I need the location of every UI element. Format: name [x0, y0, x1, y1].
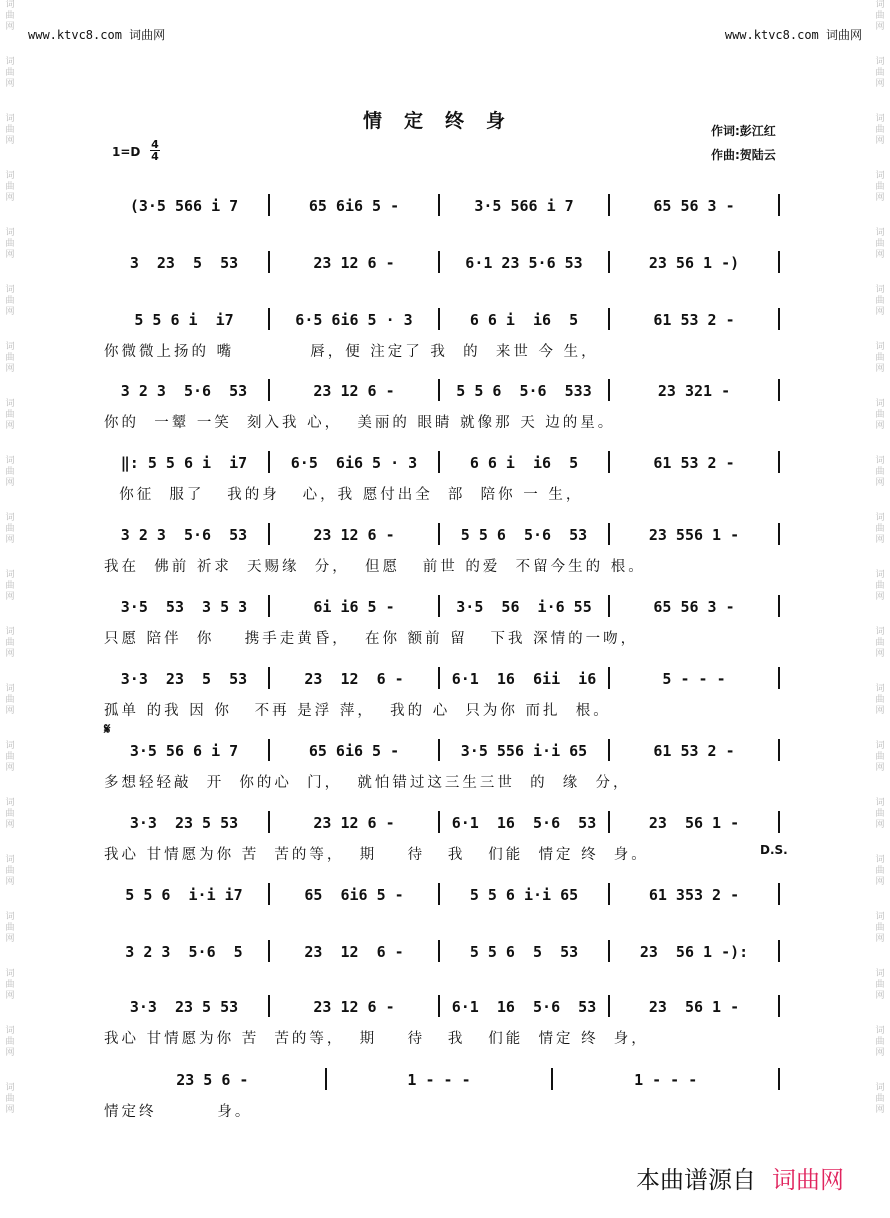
measure: 3·5 556 i·i 65: [460, 742, 588, 760]
measure: 3·5 566 i 7: [474, 197, 574, 215]
measure: 23 56 1 -: [648, 998, 740, 1016]
watermark-text: 词曲网: [875, 0, 885, 32]
measure: 6 6 i i6 5: [469, 454, 579, 472]
bar-line: [778, 451, 780, 473]
bar-line: [778, 883, 780, 905]
measure: 23 56 1 -: [648, 814, 740, 832]
measure: 5 5 6 i·i i7: [125, 886, 243, 904]
measure: 61 53 2 -: [653, 742, 735, 760]
watermark-text: 词曲网: [875, 1026, 885, 1058]
bar-line: [608, 595, 610, 617]
bar-line: [608, 883, 610, 905]
bar-line: [438, 451, 440, 473]
left-watermark-column: [2, 0, 18, 1218]
bar-line: [608, 667, 610, 689]
bar-line: [608, 451, 610, 473]
measure: 23 12 6 -: [304, 670, 404, 688]
bar-line: [325, 1068, 327, 1090]
watermark-text: 词曲网: [875, 1083, 885, 1115]
watermark-text: 词曲网: [875, 57, 885, 89]
watermark-text: 词曲网: [875, 228, 885, 260]
song-title: 情定终身: [362, 110, 527, 132]
measure: 5 - - -: [662, 670, 726, 688]
bar-line: [268, 194, 270, 216]
measure: 65 6i6 5 -: [304, 886, 404, 904]
watermark-text: 词曲网: [875, 456, 885, 488]
measure: 6·1 16 6ii i6: [451, 670, 597, 688]
bar-line: [608, 995, 610, 1017]
bar-line: [778, 379, 780, 401]
bar-line: [778, 995, 780, 1017]
bar-line: [438, 995, 440, 1017]
measure: 6·5 6i6 5 · 3: [295, 311, 413, 329]
score-line: [104, 733, 784, 761]
bar-line: [268, 379, 270, 401]
watermark-text: 词曲网: [875, 684, 885, 716]
time-signature: [150, 139, 160, 162]
site-url-right[interactable]: www.ktvc8.com 词曲网: [724, 28, 862, 42]
measure: 3 23 5 53: [129, 254, 239, 272]
measure: 3 2 3 5·6 53: [120, 382, 248, 400]
score-line: [104, 989, 784, 1017]
bar-line: [438, 739, 440, 761]
lyric-line: 我心 甘情愿为你 苦 苦的等， 期 待 我 们能 情定 终 身，: [104, 1031, 649, 1047]
bar-line: [778, 523, 780, 545]
measure: 3·5 53 3 5 3: [120, 598, 248, 616]
measure: 5 5 6 5 53: [469, 943, 579, 961]
bar-line: [608, 523, 610, 545]
bar-line: [268, 523, 270, 545]
bar-line: [778, 595, 780, 617]
measure: 23 56 1 -): [648, 254, 740, 272]
watermark-text: 词曲网: [5, 456, 15, 488]
watermark-text: 词曲网: [5, 285, 15, 317]
measure: 3 2 3 5·6 53: [120, 526, 248, 544]
measure: 3·3 23 5 53: [129, 814, 239, 832]
lyric-line: 只愿 陪伴 你 携手走黄昏， 在你 额前 留 下我 深情的一吻，: [104, 631, 639, 647]
bar-line: [268, 308, 270, 330]
bar-line: [268, 883, 270, 905]
measure: 65 56 3 -: [653, 197, 735, 215]
bar-line: [778, 811, 780, 833]
measure: 23 5 6 -: [176, 1071, 249, 1089]
bar-line: [778, 739, 780, 761]
lyric-line: 你征 服了 我的身 心，我 愿付出全 部 陪你 一 生，: [104, 487, 584, 503]
bar-line: [608, 194, 610, 216]
bar-line: [268, 667, 270, 689]
score-line: [104, 245, 784, 273]
bar-line: [438, 308, 440, 330]
measure: 23 12 6 -: [313, 526, 395, 544]
measure: 23 12 6 -: [313, 814, 395, 832]
measure: 65 56 3 -: [653, 598, 735, 616]
watermark-text: 词曲网: [875, 912, 885, 944]
measure: 6·1 16 5·6 53: [451, 998, 597, 1016]
bar-line: [268, 595, 270, 617]
footer-logo[interactable]: 词曲网: [772, 1166, 844, 1194]
bar-line: [778, 667, 780, 689]
watermark-text: 词曲网: [5, 513, 15, 545]
bar-line: [438, 667, 440, 689]
measure: 3·5 56 i·6 55: [456, 598, 592, 616]
lyric-line: 多想轻轻敲 开 你的心 门， 就怕错过这三生三世 的 缘 分，: [104, 775, 631, 791]
score-line: [104, 934, 784, 962]
measure: 1 - - -: [407, 1071, 471, 1089]
bar-line: [608, 940, 610, 962]
measure: 23 12 6 -: [313, 254, 395, 272]
measure: 3 2 3 5·6 5: [125, 943, 243, 961]
watermark-text: 词曲网: [5, 684, 15, 716]
bar-line: [438, 595, 440, 617]
score-line: [104, 188, 784, 216]
watermark-text: 词曲网: [5, 57, 15, 89]
segno-mark: 𝄋: [104, 720, 111, 738]
bar-line: [778, 940, 780, 962]
measure: 3·5 56 6 i 7: [129, 742, 239, 760]
score-line: [104, 445, 784, 473]
watermark-text: 词曲网: [5, 969, 15, 1001]
measure: 61 53 2 -: [653, 454, 735, 472]
bar-line: [608, 811, 610, 833]
measure: 1 - - -: [634, 1071, 698, 1089]
watermark-text: 词曲网: [875, 741, 885, 773]
measure: 5 5 6 5·6 53: [460, 526, 588, 544]
ds-mark: D.S.: [760, 843, 788, 857]
watermark-text: 词曲网: [5, 114, 15, 146]
bar-line: [438, 883, 440, 905]
measure: 23 56 1 -):: [639, 943, 749, 961]
bar-line: [438, 251, 440, 273]
measure: 6i i6 5 -: [313, 598, 395, 616]
bar-line: [438, 379, 440, 401]
lyric-line: 我在 佛前 祈求 天赐缘 分， 但愿 前世 的爱 不留今生的 根。: [104, 559, 646, 575]
measure: 65 6i6 5 -: [308, 742, 400, 760]
bar-line: [608, 251, 610, 273]
watermark-text: 词曲网: [5, 855, 15, 887]
watermark-text: 词曲网: [875, 969, 885, 1001]
score-line: [104, 877, 784, 905]
measure: 23 321 -: [657, 382, 731, 400]
bar-line: [778, 308, 780, 330]
measure: 6·1 23 5·6 53: [465, 254, 583, 272]
score-line: [104, 589, 784, 617]
bar-line: [778, 251, 780, 273]
bar-line: [438, 811, 440, 833]
watermark-text: 词曲网: [875, 342, 885, 374]
watermark-text: 词曲网: [875, 570, 885, 602]
site-url-left[interactable]: www.ktvc8.com 词曲网: [28, 28, 166, 42]
watermark-text: 词曲网: [5, 1083, 15, 1115]
watermark-text: 词曲网: [875, 285, 885, 317]
measure: 3·3 23 5 53: [129, 998, 239, 1016]
score-line: [104, 661, 784, 689]
bar-line: [268, 451, 270, 473]
bar-line: [778, 194, 780, 216]
watermark-text: 词曲网: [5, 342, 15, 374]
bar-line: [268, 811, 270, 833]
score-line: [104, 517, 784, 545]
measure: 23 556 1 -: [648, 526, 740, 544]
measure: 61 53 2 -: [653, 311, 735, 329]
lyric-line: 我心 甘情愿为你 苦 苦的等， 期 待 我 们能 情定 终 身。: [104, 847, 649, 863]
right-watermark-column: [872, 0, 888, 1218]
bar-line: [268, 940, 270, 962]
watermark-text: 词曲网: [875, 627, 885, 659]
watermark-text: 词曲网: [5, 798, 15, 830]
measure: 5 5 6 i·i 65: [469, 886, 579, 904]
measure: 23 12 6 -: [304, 943, 404, 961]
meter-top: 4: [151, 138, 159, 151]
watermark-text: 词曲网: [5, 912, 15, 944]
meter-bottom: 4: [151, 150, 159, 163]
watermark-text: 词曲网: [5, 741, 15, 773]
lyric-line: 你微微上扬的 嘴 唇，便 注定了 我 的 来世 今 生，: [104, 344, 599, 360]
watermark-text: 词曲网: [875, 513, 885, 545]
measure: 6·5 6i6 5 · 3: [290, 454, 418, 472]
bar-line: [438, 523, 440, 545]
composer-credit: 作曲:贺陆云: [711, 148, 776, 162]
bar-line: [778, 1068, 780, 1090]
lyric-line: 孤单 的我 因 你 不再 是浮 萍， 我的 心 只为你 而扎 根。: [104, 703, 611, 719]
bar-line: [608, 379, 610, 401]
score-line: [104, 302, 784, 330]
measure: 61 353 2 -: [648, 886, 740, 904]
measure: 65 6i6 5 -: [308, 197, 400, 215]
watermark-text: 词曲网: [875, 171, 885, 203]
watermark-text: 词曲网: [875, 798, 885, 830]
score-line: [104, 373, 784, 401]
measure: 3·3 23 5 53: [120, 670, 248, 688]
bar-line: [268, 251, 270, 273]
watermark-text: 词曲网: [5, 627, 15, 659]
measure: 5 5 6 5·6 533: [456, 382, 592, 400]
watermark-text: 词曲网: [5, 1026, 15, 1058]
bar-line: [268, 739, 270, 761]
watermark-text: 词曲网: [5, 171, 15, 203]
bar-line: [551, 1068, 553, 1090]
measure: 23 12 6 -: [313, 382, 395, 400]
score-line: [104, 1062, 784, 1090]
measure: ‖: 5 5 6 i i7: [120, 454, 248, 472]
watermark-text: 词曲网: [875, 114, 885, 146]
watermark-text: 词曲网: [5, 0, 15, 32]
measure: 23 12 6 -: [313, 998, 395, 1016]
watermark-text: 词曲网: [5, 228, 15, 260]
bar-line: [438, 940, 440, 962]
bar-line: [268, 995, 270, 1017]
watermark-text: 词曲网: [875, 399, 885, 431]
key-signature: 1=D: [112, 145, 141, 159]
lyric-line: 情定终 身。: [104, 1104, 253, 1120]
watermark-text: 词曲网: [5, 570, 15, 602]
measure: (3·5 566 i 7: [129, 197, 239, 215]
score-line: [104, 805, 784, 833]
watermark-text: 词曲网: [5, 399, 15, 431]
bar-line: [438, 194, 440, 216]
watermark-text: 词曲网: [875, 855, 885, 887]
lyricist-credit: 作词:彭江红: [711, 124, 776, 138]
bar-line: [608, 739, 610, 761]
lyric-line: 你的 一颦 一笑 刻入我 心， 美丽的 眼睛 就像那 天 边的星。: [104, 415, 616, 431]
footer-source-text: 本曲谱源自: [636, 1166, 756, 1194]
measure: 6·1 16 5·6 53: [451, 814, 597, 832]
measure: 5 5 6 i i7: [134, 311, 234, 329]
measure: 6 6 i i6 5: [469, 311, 579, 329]
bar-line: [608, 308, 610, 330]
